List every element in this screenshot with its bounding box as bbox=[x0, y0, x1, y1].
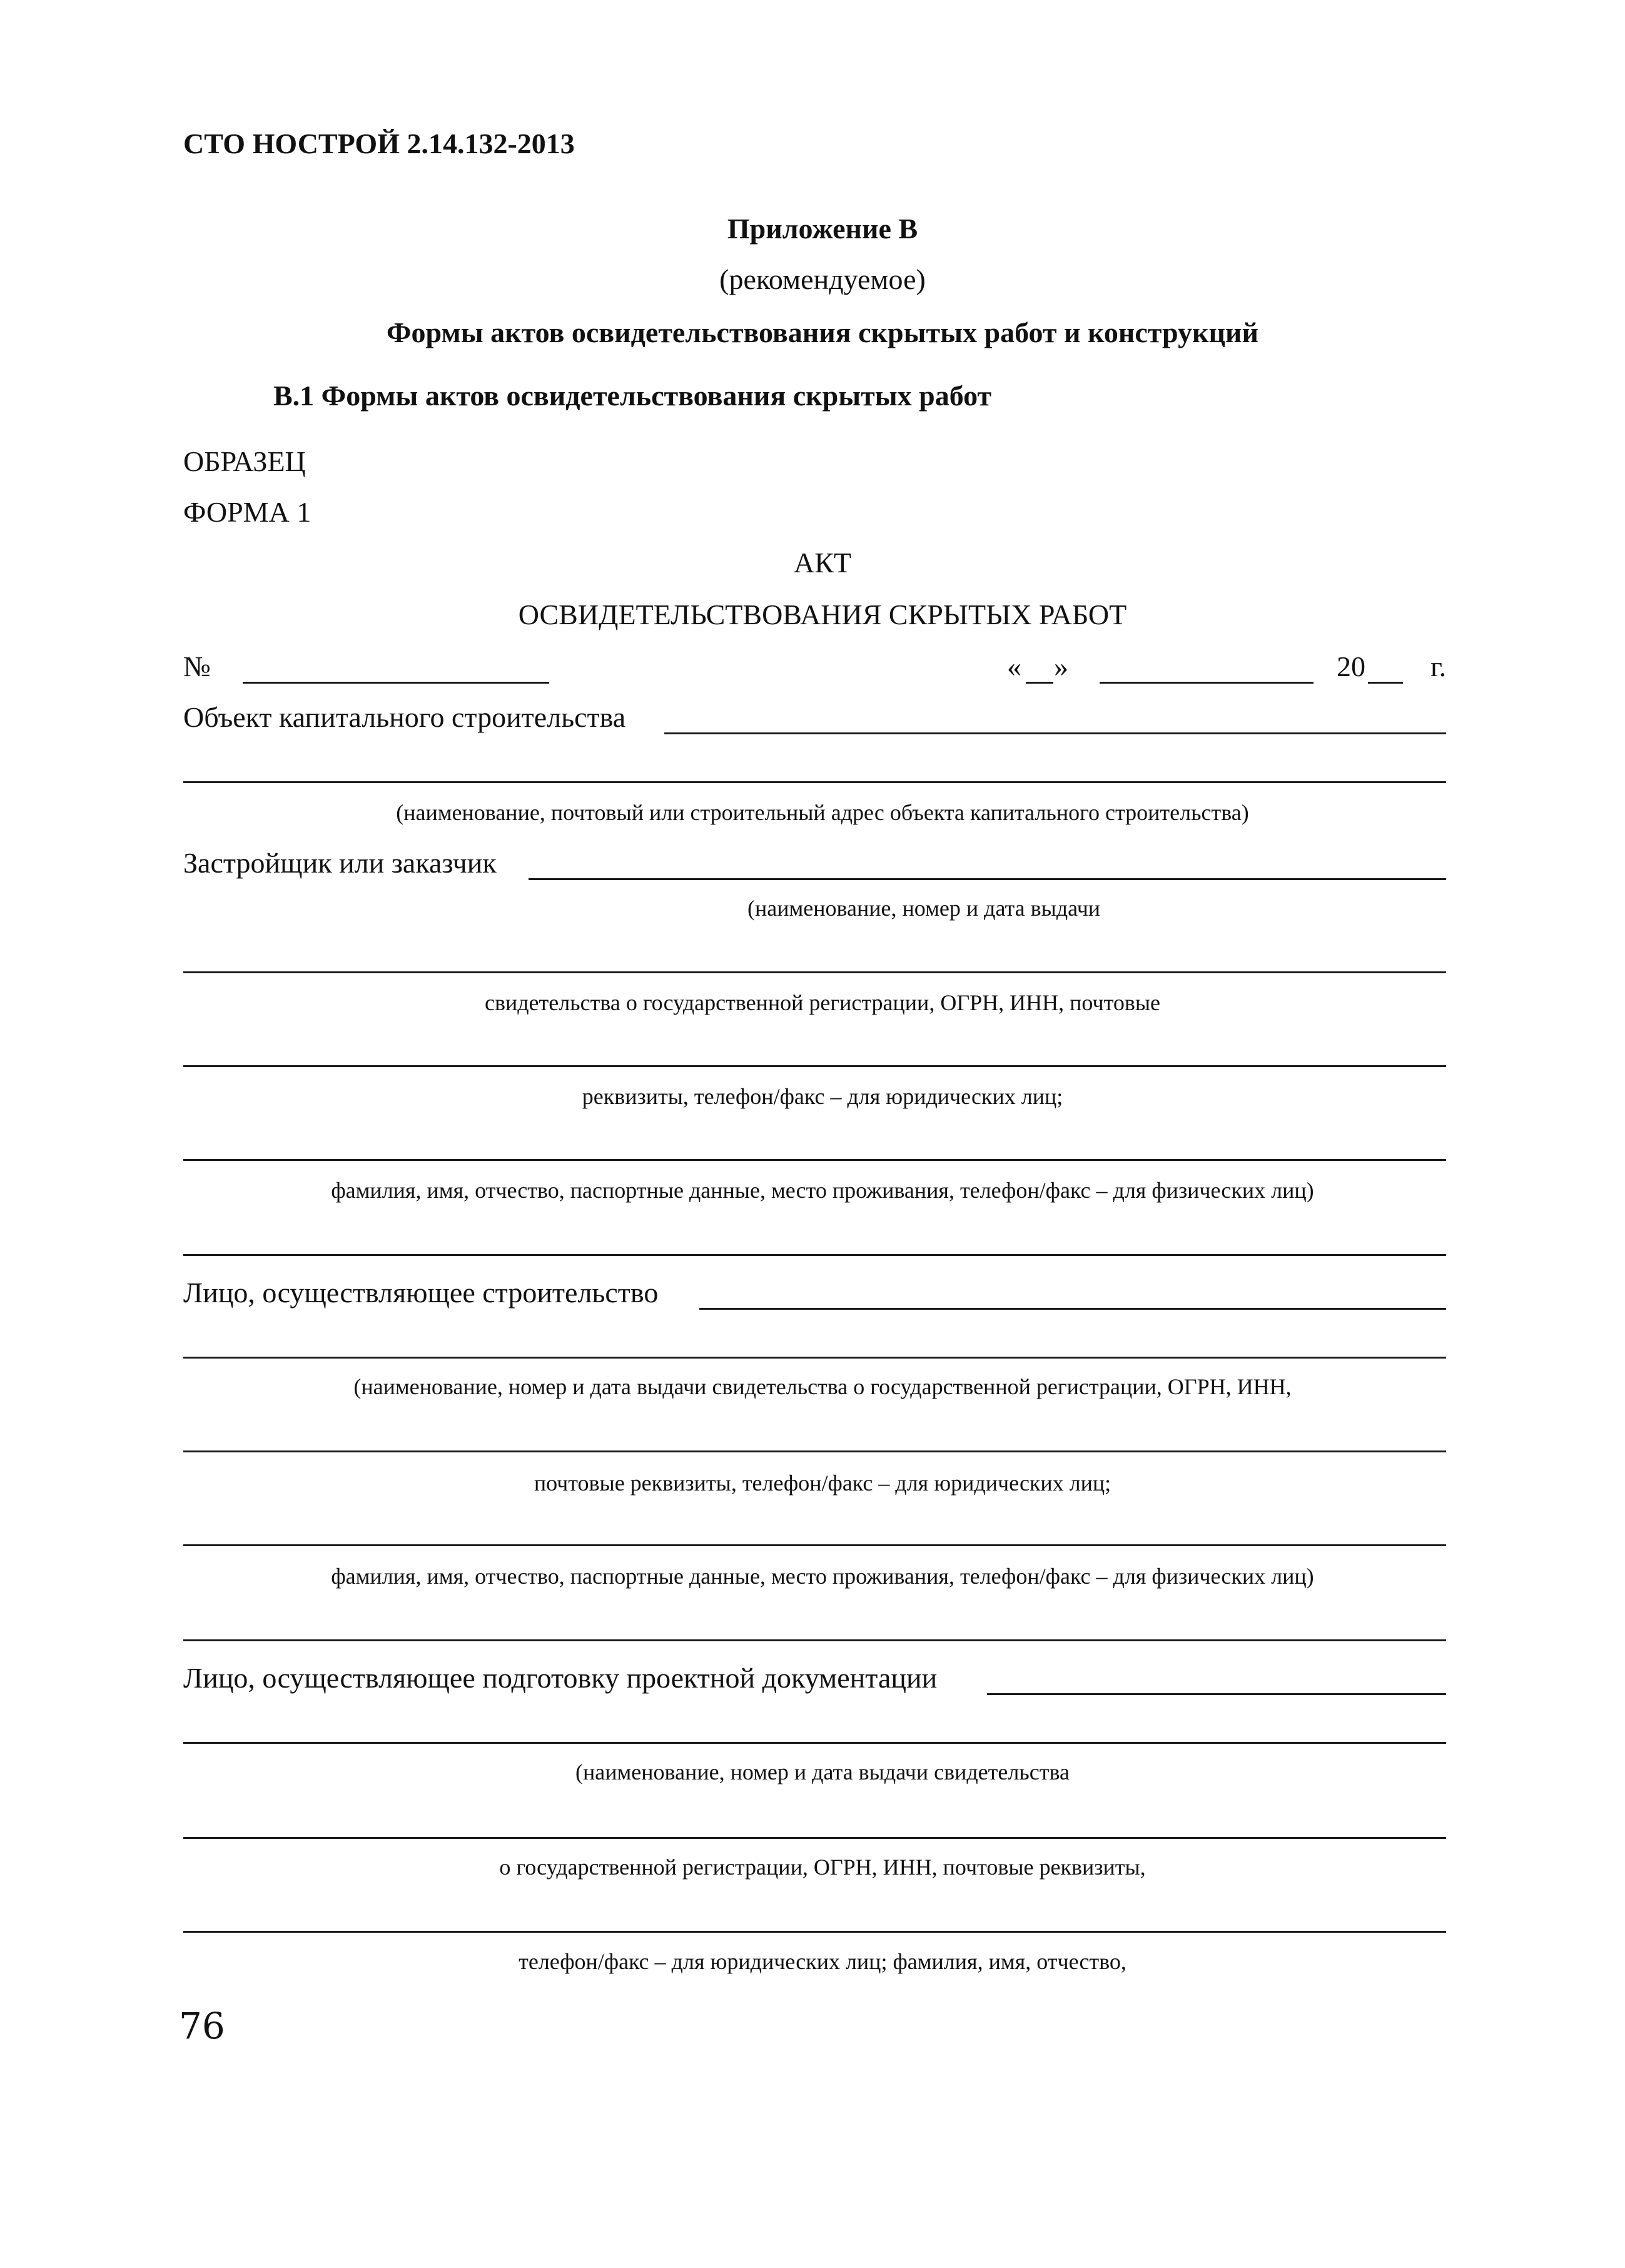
designer-hint-1: (наименование, номер и дата выдачи свидетельства bbox=[575, 1759, 1070, 1785]
date-month-field[interactable] bbox=[1100, 682, 1314, 684]
object-field-line-2[interactable] bbox=[183, 781, 1446, 783]
date-quote-close: » bbox=[1054, 651, 1068, 682]
developer-field-line-3[interactable] bbox=[183, 1065, 1446, 1067]
builder-field-line-5[interactable] bbox=[183, 1639, 1446, 1641]
sample-label: ОБРАЗЕЦ bbox=[183, 445, 306, 477]
builder-field-line-4[interactable] bbox=[183, 1544, 1446, 1546]
developer-hint-1: (наименование, номер и дата выдачи bbox=[747, 896, 1101, 921]
developer-field[interactable] bbox=[529, 878, 1446, 880]
object-label: Объект капитального строительства bbox=[183, 701, 626, 733]
designer-hint-3: телефон/факс – для юридических лиц; фамилия, имя, отчество, bbox=[519, 1949, 1126, 1974]
builder-label: Лицо, осуществляющее строительство bbox=[183, 1277, 659, 1309]
developer-hint-3: реквизиты, телефон/факс – для юридических лиц; bbox=[582, 1084, 1063, 1109]
year-prefix: 20 bbox=[1337, 651, 1365, 682]
developer-label: Застройщик или заказчик bbox=[183, 847, 497, 879]
builder-field[interactable] bbox=[699, 1308, 1446, 1310]
designer-field-line-2[interactable] bbox=[183, 1742, 1446, 1744]
section-heading: В.1 Формы актов освидетельствования скрытых работ bbox=[273, 380, 992, 412]
developer-hint-2: свидетельства о государственной регистрации, ОГРН, ИНН, почтовые bbox=[484, 990, 1161, 1015]
designer-field[interactable] bbox=[987, 1693, 1446, 1695]
act-title: АКТ bbox=[794, 547, 851, 579]
developer-hint-4: фамилия, имя, отчество, паспортные данные, место проживания, телефон/факс – для физических лиц) bbox=[331, 1178, 1314, 1203]
designer-label: Лицо, осуществляющее подготовку проектной документации bbox=[183, 1662, 938, 1694]
designer-field-line-4[interactable] bbox=[183, 1931, 1446, 1933]
designer-field-line-3[interactable] bbox=[183, 1837, 1446, 1839]
standard-code: СТО НОСТРОЙ 2.14.132-2013 bbox=[183, 128, 575, 159]
appendix-title: Приложение В bbox=[727, 213, 918, 245]
builder-hint-2: почтовые реквизиты, телефон/факс – для юридических лиц; bbox=[534, 1471, 1111, 1496]
year-suffix: г. bbox=[1430, 651, 1447, 682]
page-number: 76 bbox=[179, 2005, 225, 2047]
builder-field-line-2[interactable] bbox=[183, 1357, 1446, 1359]
date-year-field[interactable] bbox=[1368, 682, 1403, 684]
builder-field-line-3[interactable] bbox=[183, 1450, 1446, 1452]
developer-field-line-2[interactable] bbox=[183, 971, 1446, 973]
developer-field-line-5[interactable] bbox=[183, 1254, 1446, 1256]
form-label: ФОРМА 1 bbox=[183, 496, 311, 528]
date-quote-open: « bbox=[1007, 651, 1021, 682]
date-day-field[interactable] bbox=[1026, 682, 1053, 684]
number-sign: № bbox=[183, 651, 211, 682]
designer-hint-2: о государственной регистрации, ОГРН, ИНН, почтовые реквизиты, bbox=[499, 1855, 1146, 1880]
appendix-status: (рекомендуемое) bbox=[719, 263, 926, 295]
object-field[interactable] bbox=[664, 732, 1446, 734]
developer-field-line-4[interactable] bbox=[183, 1159, 1446, 1161]
act-number-field[interactable] bbox=[243, 682, 549, 684]
act-subtitle: ОСВИДЕТЕЛЬСТВОВАНИЯ СКРЫТЫХ РАБОТ bbox=[518, 599, 1127, 630]
builder-hint-3: фамилия, имя, отчество, паспортные данные, место проживания, телефон/факс – для физических лиц) bbox=[331, 1564, 1314, 1589]
appendix-subject: Формы актов освидетельствования скрытых работ и конструкций bbox=[387, 316, 1258, 348]
builder-hint-1: (наименование, номер и дата выдачи свидетельства о государственной регистрации, ОГРН, ИНН, bbox=[353, 1374, 1292, 1399]
object-hint: (наименование, почтовый или строительный адрес объекта капитального строительства) bbox=[396, 800, 1249, 825]
